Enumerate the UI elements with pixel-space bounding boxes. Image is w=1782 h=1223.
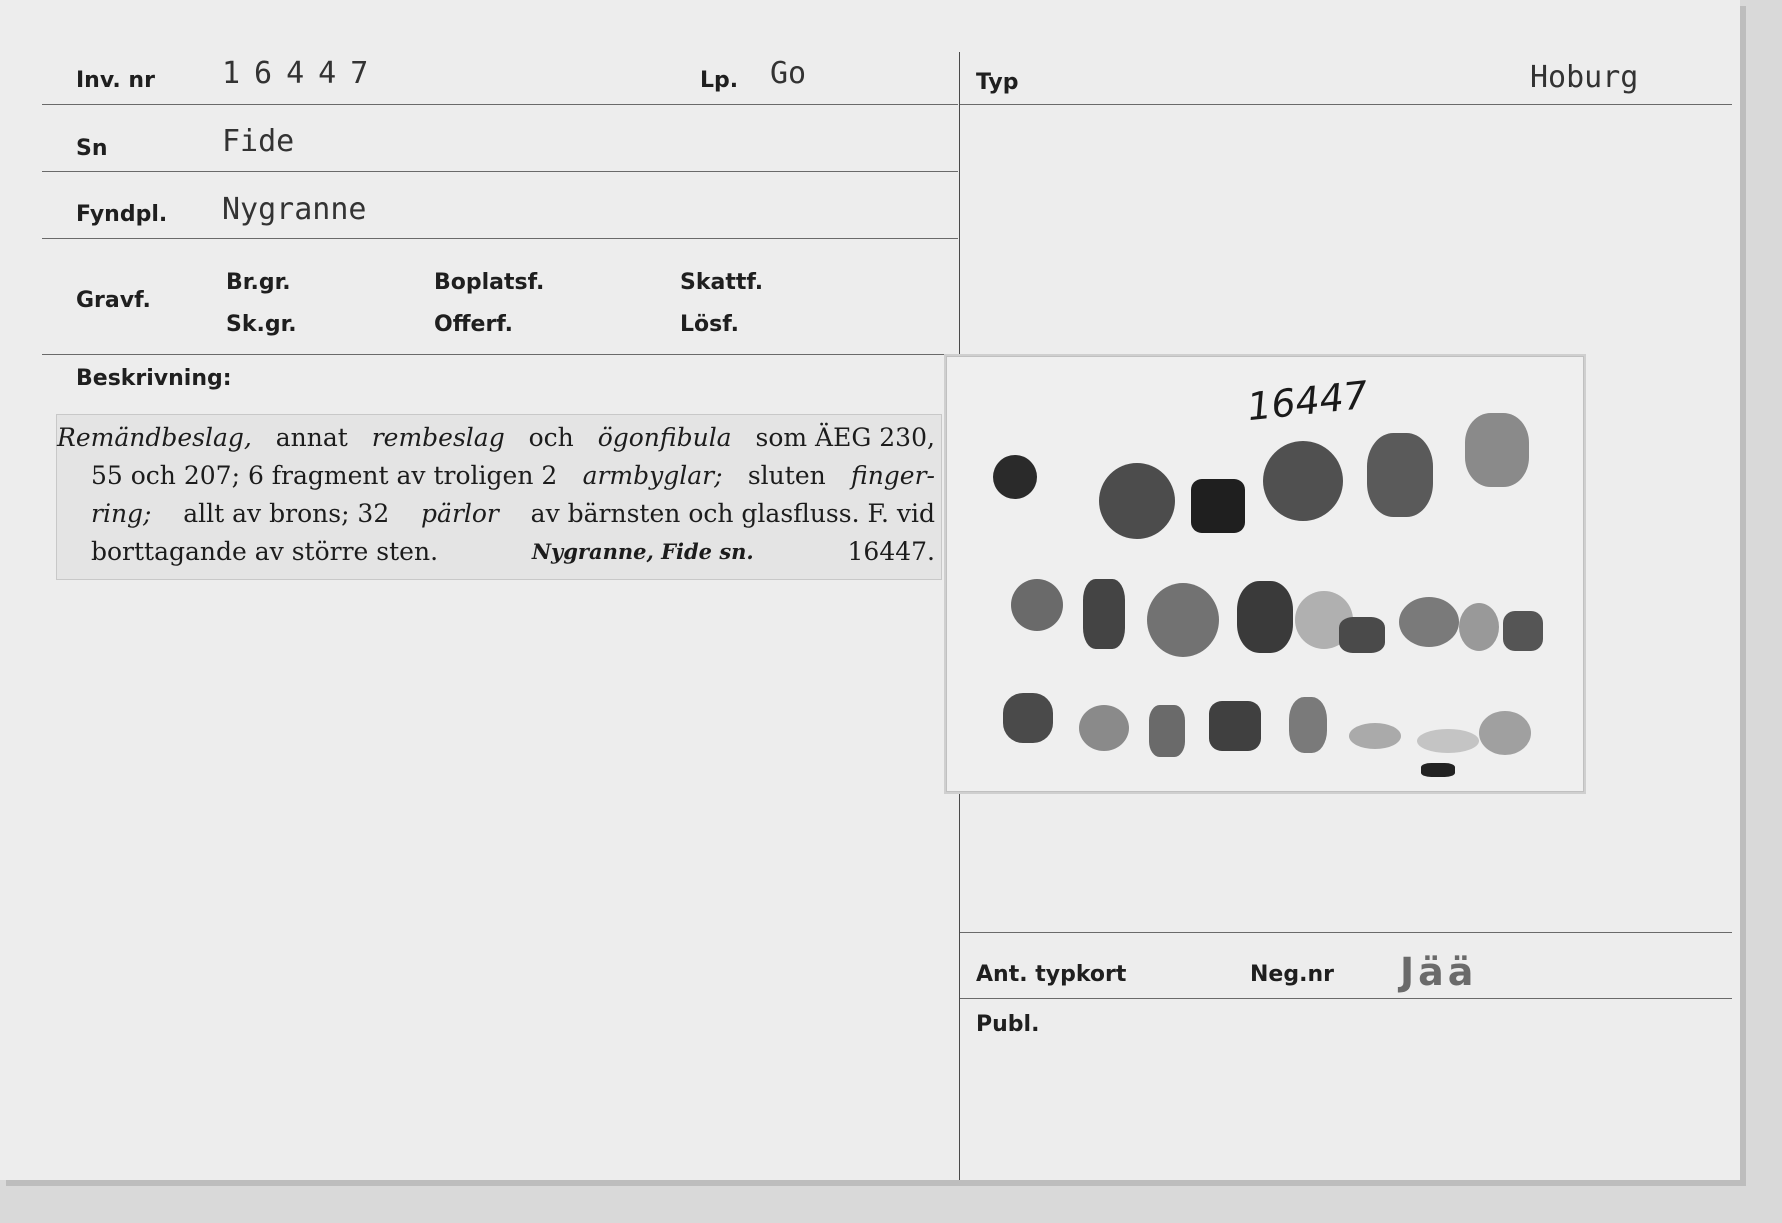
desc-text: som ÄEG 230, bbox=[755, 423, 935, 452]
desc-inv-number: 16447. bbox=[847, 537, 935, 566]
description-text bbox=[56, 414, 942, 580]
desc-text: allt av brons; 32 bbox=[183, 499, 390, 528]
sn-label: Sn bbox=[76, 136, 108, 161]
gravf-option-losf: Lösf. bbox=[680, 312, 739, 337]
gravf-label: Gravf. bbox=[76, 288, 151, 313]
fyndpl-label: Fyndpl. bbox=[76, 202, 168, 227]
description-line bbox=[57, 457, 941, 495]
typ-label: Typ bbox=[976, 70, 1019, 95]
artifact-bead bbox=[1421, 763, 1455, 777]
artifact-bead bbox=[1003, 693, 1053, 743]
artifact-bead bbox=[1399, 597, 1459, 647]
artifact-bead bbox=[1263, 441, 1343, 521]
inv-nr-label: Inv. nr bbox=[76, 68, 155, 93]
description-line bbox=[57, 533, 941, 571]
desc-text: 55 och 207; 6 fragment av troligen 2 bbox=[91, 461, 558, 490]
desc-term: armbyglar; bbox=[582, 461, 723, 490]
desc-findplace: Nygranne, Fide sn. bbox=[531, 539, 754, 564]
artifact-bead bbox=[1289, 697, 1327, 753]
artifact-bead bbox=[1349, 723, 1401, 749]
lp-value: Go bbox=[770, 56, 807, 91]
gravf-option-skattf: Skattf. bbox=[680, 270, 764, 295]
artifact-bead bbox=[1465, 413, 1529, 487]
rule-top-left bbox=[42, 104, 958, 105]
description-line bbox=[57, 419, 941, 457]
rule-ant-typkort bbox=[960, 932, 1732, 933]
beskrivning-label: Beskrivning: bbox=[76, 366, 232, 391]
gravf-option-brgr: Br.gr. bbox=[226, 270, 291, 295]
artifact-bead bbox=[1237, 581, 1293, 653]
typ-value: Hoburg bbox=[1530, 60, 1639, 95]
desc-term: ögonfibula bbox=[597, 423, 732, 452]
desc-text: borttagande av större sten. bbox=[91, 537, 439, 566]
rule-sn bbox=[42, 171, 958, 172]
rule-publ bbox=[960, 998, 1732, 999]
publ-label: Publ. bbox=[976, 1012, 1040, 1037]
inv-nr-value: 16447 bbox=[222, 56, 383, 91]
desc-term: ring; bbox=[91, 499, 152, 528]
desc-term: rembeslag bbox=[371, 423, 505, 452]
desc-text: av bärnsten och glasfluss. F. vid bbox=[530, 499, 935, 528]
lp-label: Lp. bbox=[700, 68, 739, 93]
artifact-bead bbox=[1149, 705, 1185, 757]
desc-text: sluten bbox=[747, 461, 826, 490]
artifact-bead bbox=[1209, 701, 1261, 751]
artifact-bead bbox=[1191, 479, 1245, 533]
gravf-option-offerf: Offerf. bbox=[434, 312, 514, 337]
negnr-label: Neg.nr bbox=[1250, 962, 1334, 987]
artifact-bead bbox=[1459, 603, 1499, 651]
artifact-bead bbox=[1417, 729, 1479, 753]
artifact-bead bbox=[993, 455, 1037, 499]
artifact-bead bbox=[1011, 579, 1063, 631]
rule-fyndpl bbox=[42, 238, 958, 239]
gravf-option-boplatsf: Boplatsf. bbox=[434, 270, 545, 295]
artifact-bead bbox=[1147, 583, 1219, 657]
desc-text: annat bbox=[275, 423, 348, 452]
desc-term: Remändbeslag, bbox=[57, 423, 252, 452]
artifact-bead bbox=[1479, 711, 1531, 755]
rule-top-right bbox=[960, 104, 1732, 105]
artifact-bead bbox=[1099, 463, 1175, 539]
description-line bbox=[57, 495, 941, 533]
artifact-bead bbox=[1079, 705, 1129, 751]
artifact-bead bbox=[1367, 433, 1433, 517]
artifact-bead bbox=[1083, 579, 1125, 649]
desc-term: finger- bbox=[851, 461, 935, 490]
gravf-option-skgr: Sk.gr. bbox=[226, 312, 297, 337]
negnr-stamp: Jää bbox=[1400, 950, 1478, 994]
fyndpl-value: Nygranne bbox=[222, 192, 367, 227]
artifact-photo bbox=[946, 356, 1584, 792]
photo-handwritten-number: 16447 bbox=[1245, 372, 1370, 430]
rule-gravf bbox=[42, 354, 958, 355]
ant-typkort-label: Ant. typkort bbox=[976, 962, 1127, 987]
artifact-bead bbox=[1503, 611, 1543, 651]
desc-term: pärlor bbox=[421, 499, 499, 528]
artifact-bead bbox=[1339, 617, 1385, 653]
sn-value: Fide bbox=[222, 124, 295, 159]
desc-text: och bbox=[528, 423, 574, 452]
